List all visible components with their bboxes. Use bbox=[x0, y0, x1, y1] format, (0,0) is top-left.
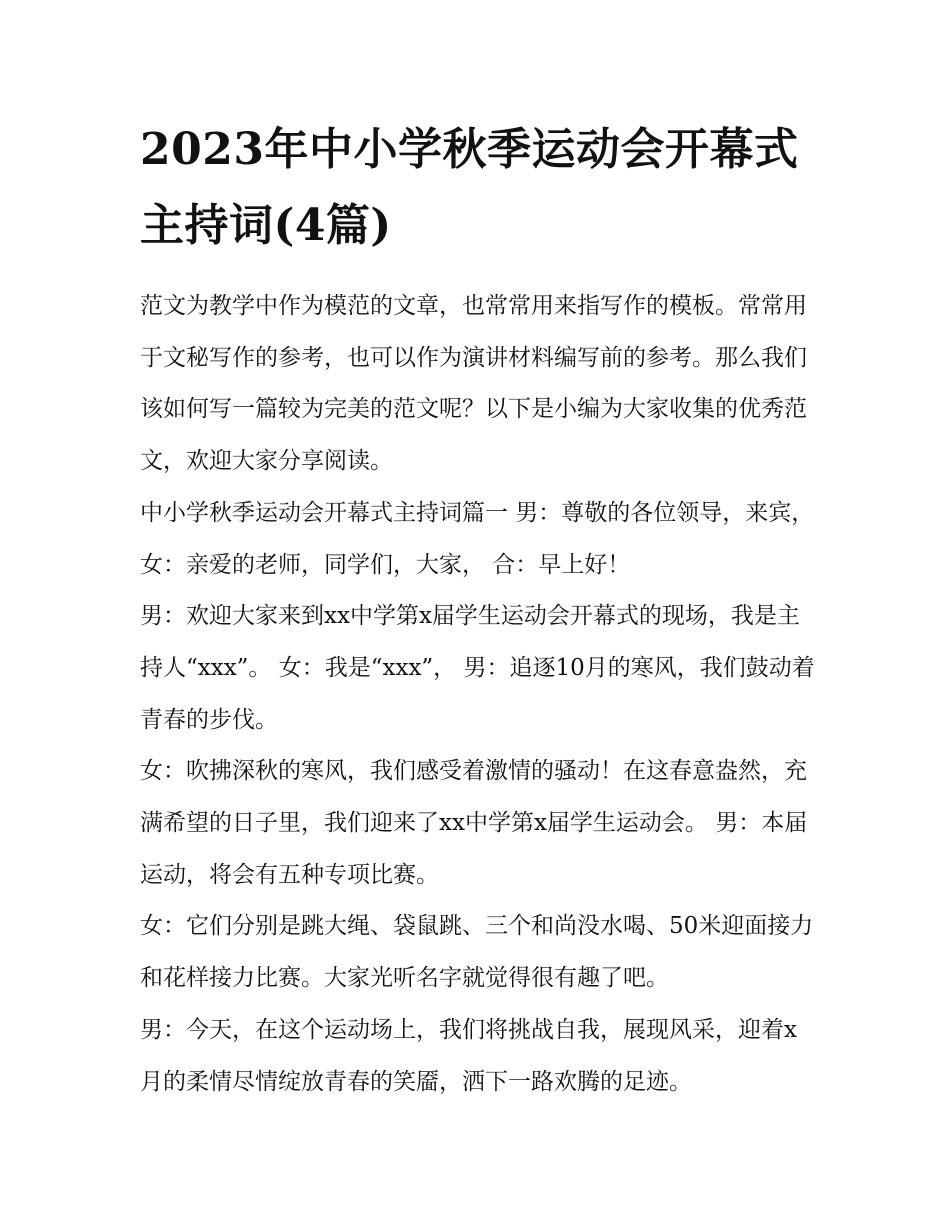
speech-paragraph-1: 中小学秋季运动会开幕式主持词篇一 男：尊敬的各位领导，来宾， 女：亲爱的老师，同学们，大家， 合：早上好！ bbox=[140, 499, 815, 578]
document-body bbox=[140, 112, 815, 1108]
intro-paragraph: 范文为教学中作为模范的文章，也常常用来指写作的模板。常常用于文秘写作的参考，也可以作为演讲材料编写前的参考。那么我们该如何写一篇较为完美的范文呢？以下是小编为大家收集的优秀范文，欢迎大家分享阅读。 bbox=[140, 293, 807, 475]
speech-paragraph-2: 男：欢迎大家来到xx中学第x届学生运动会开幕式的现场，我是主持人“xxx”。 女：我是“xxx”， 男：追逐10月的寒风，我们鼓动着青春的步伐。 bbox=[140, 603, 815, 733]
speech-paragraph-4: 女：它们分别是跳大绳、袋鼠跳、三个和尚没水喝、50米迎面接力和花样接力比赛。大家光听名字就觉得很有趣了吧。 bbox=[140, 913, 814, 992]
speech-paragraph-3: 女：吹拂深秋的寒风，我们感受着激情的骚动！在这春意盎然，充满希望的日子里，我们迎来了xx中学第x届学生运动会。 男：本届运动，将会有五种专项比赛。 bbox=[140, 758, 808, 888]
document-title: 2023年中小学秋季运动会开幕式主持词(4篇) bbox=[140, 124, 799, 251]
speech-paragraph-5: 男：今天，在这个运动场上，我们将挑战自我，展现风采，迎着x月的柔情尽情绽放青春的笑靥，洒下一路欢腾的足迹。 bbox=[140, 1016, 797, 1095]
